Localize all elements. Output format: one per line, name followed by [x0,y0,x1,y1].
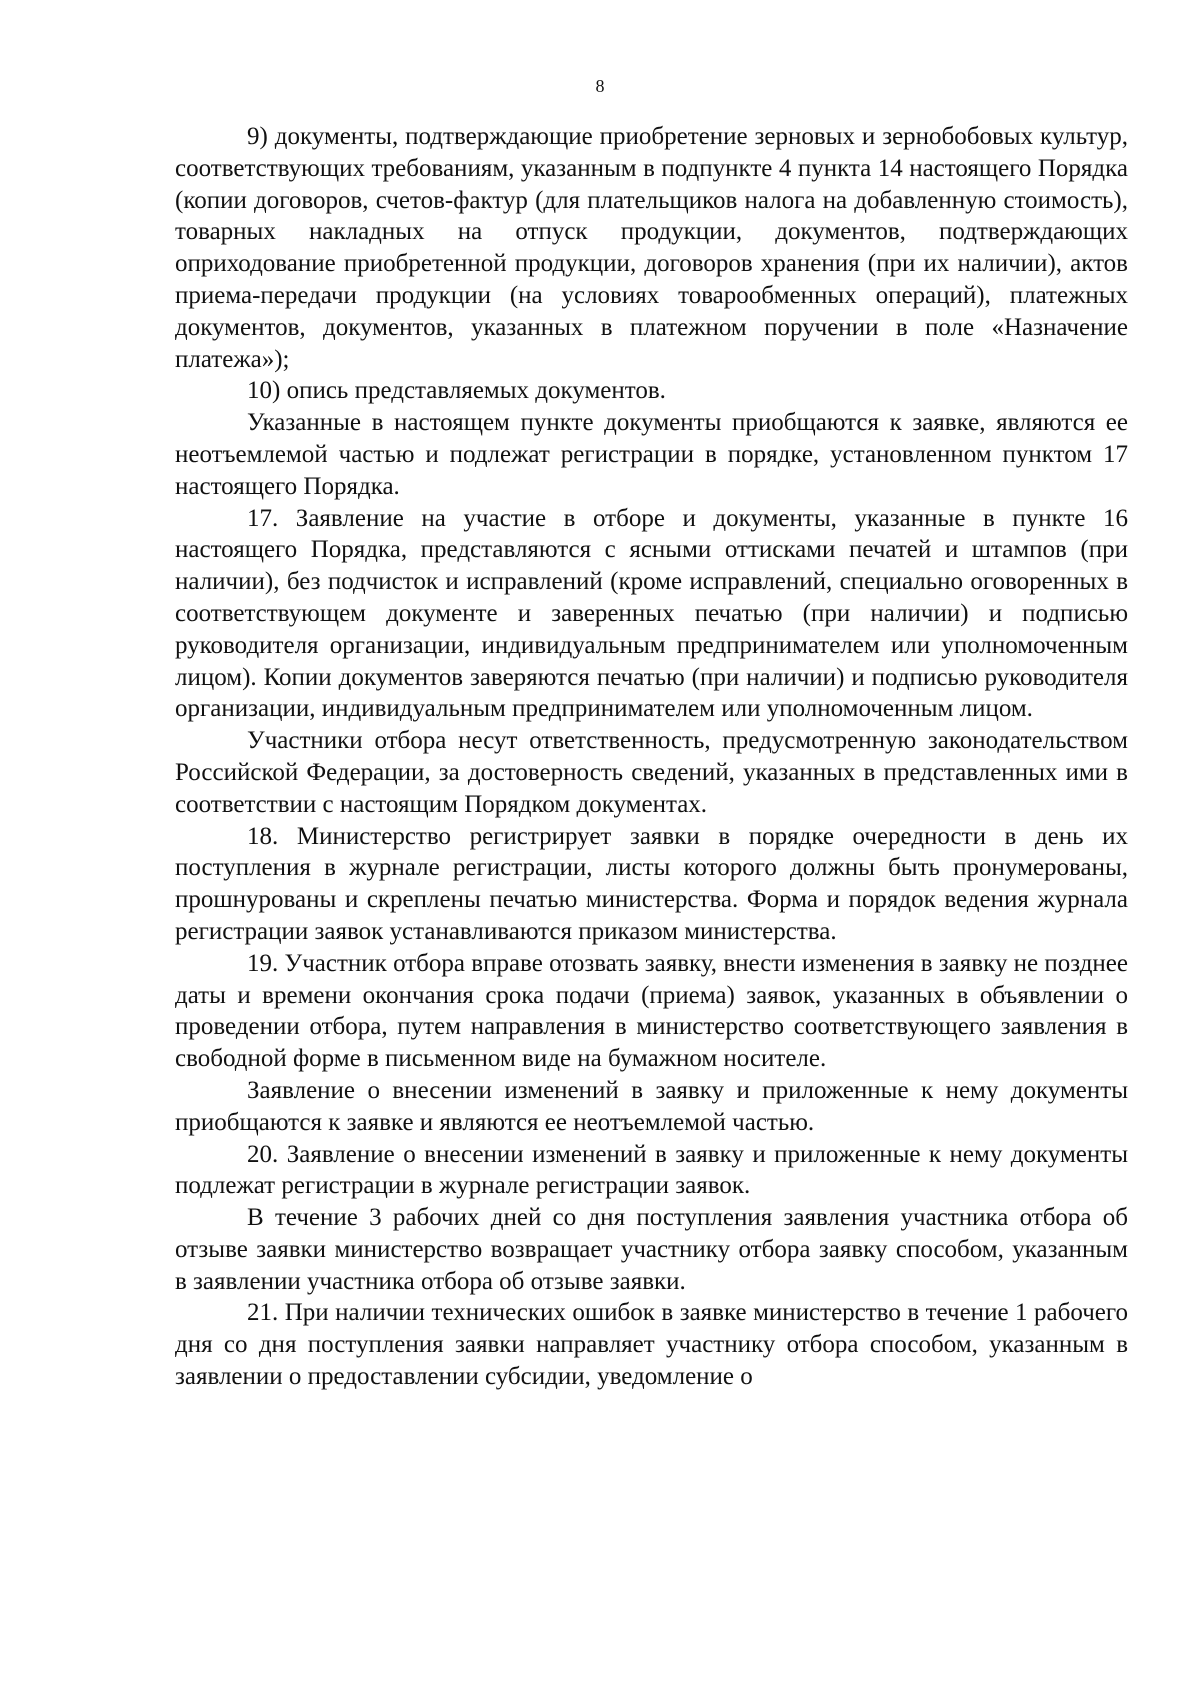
paragraph-documents-attached: Указанные в настоящем пункте документы приобщаются к заявке, являются ее неотъемлемой частью и подлежат регистрации в порядке, установленном пунктом 17 настоящего Порядка. [175,409,1128,500]
paragraph-point-18: 18. Министерство регистрирует заявки в порядке очередности в день их поступления в журнале регистрации, листы которого должны быть пронумерованы, прошнурованы и скреплены печатью министерства. Форма и порядок ведения журнала регистрации заявок устанавливаются приказом министерства. [175,822,1128,945]
paragraph-point-19: 19. Участник отбора вправе отозвать заявку, внести изменения в заявку не позднее даты и времени окончания срока подачи (приема) заявок, указанных в объявлении о проведении отбора, путем направления в министерство соответствующего заявления в свободной форме в письменном виде на бумажном носителе. [175,949,1128,1073]
paragraph-participants-responsibility: Участники отбора несут ответственность, предусмотренную законодательством Российской Федерации, за достоверность сведений, указанных в представленных ими в соответствии с настоящим Порядком документах. [175,727,1128,818]
paragraph-changes-statement: Заявление о внесении изменений в заявку и приложенные к нему документы приобщаются к заявке и являются ее неотъемлемой частью. [175,1076,1128,1136]
paragraph-item-9: 9) документы, подтверждающие приобретение зерновых и зернобобовых культур, соответствующих требованиям, указанным в подпункте 4 пункта 14 настоящего Порядка (копии договоров, счетов-фактур (для плательщиков налога на добавленную стоимость), товарных накладных на отпуск продукции, документов, подтверждающих оприходование приобретенной продукции, договоров хранения (при их наличии), актов приема-передачи продукции (на условиях товарообменных операций), платежных документов, документов, указанных в платежном поручении в поле «Назначение платежа»); [175,123,1128,373]
document-body [175,121,1128,1393]
paragraph-point-20: 20. Заявление о внесении изменений в заявку и приложенные к нему документы подлежат регистрации в журнале регистрации заявок. [175,1140,1128,1200]
page-number: 8 [595,76,605,96]
paragraph-item-10: 10) опись представляемых документов. [247,377,666,405]
paragraph-point-17: 17. Заявление на участие в отборе и документы, указанные в пункте 16 настоящего Порядка, представляются с ясными оттисками печатей и штампов (при наличии), без подчисток и исправлений (кроме исправлений, специально оговоренных в соответствующем документе и заверенных печатью (при наличии) и подписью руководителя организации, индивидуальным предпринимателем или уполномоченным лицом). Копии документов заверяются печатью (при наличии) и подписью руководителя организации, индивидуальным предпринимателем или уполномоченным лицом. [175,504,1128,723]
paragraph-withdrawal: В течение 3 рабочих дней со дня поступления заявления участника отбора об отзыве заявки министерство возвращает участнику отбора заявку способом, указанным в заявлении участника отбора об отзыве заявки. [175,1204,1128,1295]
paragraph-point-21: 21. При наличии технических ошибок в заявке министерство в течение 1 рабочего дня со дня поступления заявки направляет участнику отбора способом, указанным в заявлении о предоставлении субсидии, уведомление о [175,1299,1128,1391]
